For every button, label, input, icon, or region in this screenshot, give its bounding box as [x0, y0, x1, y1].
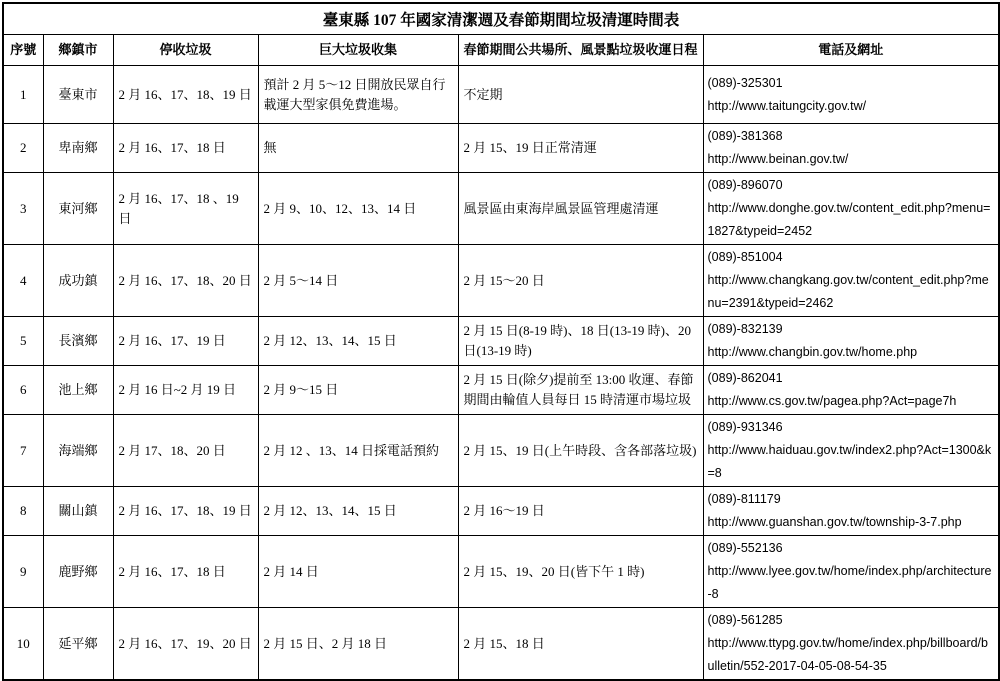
table-row	[3, 366, 999, 415]
header-row	[3, 35, 999, 66]
garbage-schedule-table	[2, 2, 1000, 681]
cell-seq: 1	[3, 66, 43, 124]
cell-bulky: 無	[258, 124, 458, 173]
phone-number: (089)-832139	[707, 322, 783, 336]
cell-town: 卑南鄉	[43, 124, 113, 173]
phone-number: (089)-896070	[707, 178, 783, 192]
website-url: http://www.taitungcity.gov.tw/	[707, 98, 867, 113]
table-row	[3, 608, 999, 681]
col-header-seq: 序號	[3, 35, 43, 66]
phone-number: (089)-851004	[707, 250, 783, 264]
cell-town: 鹿野鄉	[43, 536, 113, 608]
table-row	[3, 124, 999, 173]
website-url: http://www.donghe.gov.tw/content_edit.php?menu=1827&typeid=2452	[707, 201, 991, 238]
cell-holiday: 2 月 15～20 日	[458, 245, 703, 317]
cell-holiday: 2 月 15、18 日	[458, 608, 703, 681]
cell-stop: 2 月 16、17、18 日	[113, 124, 258, 173]
cell-seq: 7	[3, 415, 43, 487]
cell-holiday: 2 月 15、19 日(上午時段、含各部落垃圾)	[458, 415, 703, 487]
cell-contact	[703, 66, 999, 124]
cell-seq: 9	[3, 536, 43, 608]
table-row	[3, 415, 999, 487]
website-url: http://www.cs.gov.tw/pagea.php?Act=page7h	[707, 394, 957, 408]
cell-contact	[703, 487, 999, 536]
phone-number: (089)-552136	[707, 541, 783, 555]
cell-stop: 2 月 16、17、18、19 日	[113, 487, 258, 536]
cell-contact	[703, 317, 999, 366]
cell-contact	[703, 536, 999, 608]
cell-contact	[703, 415, 999, 487]
phone-number: (089)-381368	[707, 129, 783, 143]
cell-town: 臺東市	[43, 66, 113, 124]
website-url: http://www.lyee.gov.tw/home/index.php/architecture-8	[707, 564, 992, 601]
cell-stop: 2 月 17、18、20 日	[113, 415, 258, 487]
cell-bulky: 2 月 12、13、14、15 日	[258, 487, 458, 536]
cell-bulky: 2 月 15 日、2 月 18 日	[258, 608, 458, 681]
cell-holiday: 2 月 16～19 日	[458, 487, 703, 536]
cell-bulky: 2 月 5～14 日	[258, 245, 458, 317]
cell-holiday: 2 月 15、19、20 日(皆下午 1 時)	[458, 536, 703, 608]
cell-seq: 6	[3, 366, 43, 415]
cell-town: 成功鎮	[43, 245, 113, 317]
website-url: http://www.haiduau.gov.tw/index2.php?Act=1300&k=8	[707, 443, 992, 480]
col-header-holiday: 春節期間公共場所、風景點垃圾收運日程	[458, 35, 703, 66]
cell-stop: 2 月 16、17、18 日	[113, 536, 258, 608]
title-row	[3, 3, 999, 35]
phone-number: (089)-862041	[707, 371, 783, 385]
cell-town: 延平鄉	[43, 608, 113, 681]
cell-town: 池上鄉	[43, 366, 113, 415]
cell-holiday: 2 月 15 日(除夕)提前至 13:00 收運、春節期間由輪值人員每日 15 時清運市場垃圾	[458, 366, 703, 415]
col-header-bulky: 巨大垃圾收集	[258, 35, 458, 66]
website-url: http://www.guanshan.gov.tw/township-3-7.php	[707, 515, 962, 529]
cell-seq: 8	[3, 487, 43, 536]
table-row	[3, 245, 999, 317]
cell-stop: 2 月 16、17、19 日	[113, 317, 258, 366]
cell-holiday: 不定期	[458, 66, 703, 124]
website-url: http://www.changkang.gov.tw/content_edit.php?menu=2391&typeid=2462	[707, 273, 989, 310]
website-url: http://www.ttypg.gov.tw/home/index.php/billboard/bulletin/552-2017-04-05-08-54-35	[707, 636, 988, 673]
col-header-contact: 電話及網址	[703, 35, 999, 66]
document-title: 臺東縣 107 年國家清潔週及春節期間垃圾清運時間表	[3, 3, 999, 35]
cell-holiday: 2 月 15、19 日正常清運	[458, 124, 703, 173]
cell-bulky: 2 月 12、13、14、15 日	[258, 317, 458, 366]
cell-stop: 2 月 16 日~2 月 19 日	[113, 366, 258, 415]
cell-seq: 4	[3, 245, 43, 317]
cell-stop: 2 月 16、17、18 、19 日	[113, 173, 258, 245]
phone-number: (089)-931346	[707, 420, 783, 434]
cell-bulky: 預計 2 月 5～12 日開放民眾自行載運大型家俱免費進場。	[258, 66, 458, 124]
schedule-document	[2, 2, 998, 681]
cell-seq: 2	[3, 124, 43, 173]
cell-town: 關山鎮	[43, 487, 113, 536]
col-header-town: 鄉鎮市	[43, 35, 113, 66]
cell-contact	[703, 608, 999, 681]
cell-bulky: 2 月 9、10、12、13、14 日	[258, 173, 458, 245]
cell-town: 海端鄉	[43, 415, 113, 487]
cell-holiday: 2 月 15 日(8-19 時)、18 日(13-19 時)、20 日(13-19 時)	[458, 317, 703, 366]
cell-seq: 3	[3, 173, 43, 245]
cell-contact	[703, 173, 999, 245]
website-url: http://www.beinan.gov.tw/	[707, 152, 849, 166]
cell-stop: 2 月 16、17、18、20 日	[113, 245, 258, 317]
phone-number: (089)-561285	[707, 613, 783, 627]
col-header-stop: 停收垃圾	[113, 35, 258, 66]
cell-town: 長濱鄉	[43, 317, 113, 366]
table-row	[3, 487, 999, 536]
phone-number: (089)-811179	[707, 492, 781, 506]
cell-seq: 5	[3, 317, 43, 366]
cell-bulky: 2 月 14 日	[258, 536, 458, 608]
cell-contact	[703, 366, 999, 415]
cell-town: 東河鄉	[43, 173, 113, 245]
cell-bulky: 2 月 12 、13、14 日採電話預約	[258, 415, 458, 487]
cell-bulky: 2 月 9～15 日	[258, 366, 458, 415]
table-row	[3, 536, 999, 608]
cell-seq: 10	[3, 608, 43, 681]
cell-stop: 2 月 16、17、19、20 日	[113, 608, 258, 681]
table-row	[3, 317, 999, 366]
cell-contact	[703, 124, 999, 173]
table-row	[3, 173, 999, 245]
cell-contact	[703, 245, 999, 317]
phone-number: (089)-325301	[707, 75, 783, 90]
table-row	[3, 66, 999, 124]
cell-stop: 2 月 16、17、18、19 日	[113, 66, 258, 124]
cell-holiday: 風景區由東海岸風景區管理處清運	[458, 173, 703, 245]
website-url: http://www.changbin.gov.tw/home.php	[707, 345, 918, 359]
